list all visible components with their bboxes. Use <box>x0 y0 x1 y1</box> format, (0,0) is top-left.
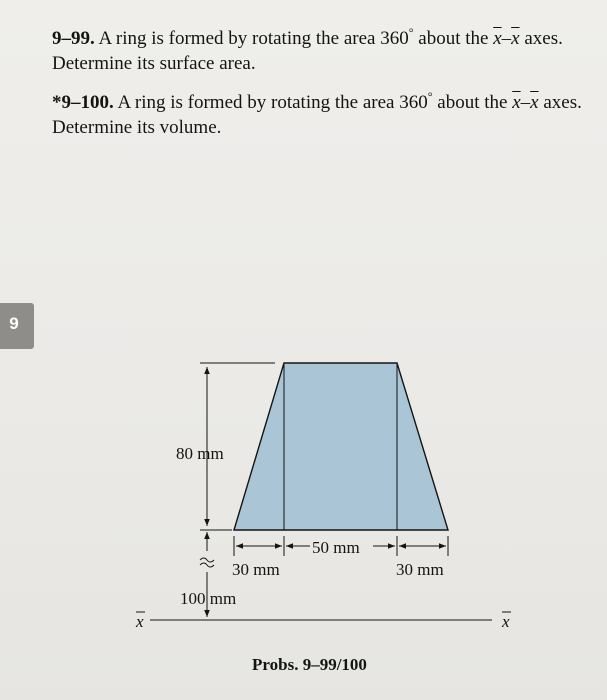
axis-symbol: $\overline{x}$ <box>530 92 539 113</box>
axis-dash: – <box>520 92 531 113</box>
dim-right-width-label: 30 mm <box>396 560 444 579</box>
problem-text-start: A ring is formed by rotating the area 360 <box>117 92 428 113</box>
trapezoid-area <box>234 363 448 530</box>
problem-text-end: axes. Determine its volume. <box>52 92 582 138</box>
problem-text-mid: about the <box>413 28 494 49</box>
axis-label-left: x <box>136 612 144 631</box>
axis-symbol: $\overline{x}$ <box>493 28 502 49</box>
break-symbol <box>200 558 214 567</box>
problem-number: *9–100. <box>52 92 114 113</box>
figure-caption: Probs. 9–99/100 <box>252 655 367 674</box>
axis-label-right: x <box>502 612 510 631</box>
problem-text-mid: about the <box>432 92 513 113</box>
axis-dash: – <box>501 28 512 49</box>
dim-height-label: 80 mm <box>176 444 224 463</box>
axis-symbol: $\overline{x}$ <box>511 28 520 49</box>
problem-number: 9–99. <box>52 28 95 49</box>
dim-left-width-label: 30 mm <box>232 560 280 579</box>
problem-text-end: axes. Determine its surface area. <box>52 28 563 74</box>
dim-top-width-label: 50 mm <box>312 538 360 557</box>
degree-symbol: ° <box>427 89 433 104</box>
dim-offset-label: 100 mm <box>180 589 237 608</box>
chapter-number: 9 <box>9 314 19 333</box>
degree-symbol: ° <box>408 25 414 40</box>
problem-text-start: A ring is formed by rotating the area 360 <box>98 28 409 49</box>
axis-symbol: $\overline{x}$ <box>512 92 521 113</box>
